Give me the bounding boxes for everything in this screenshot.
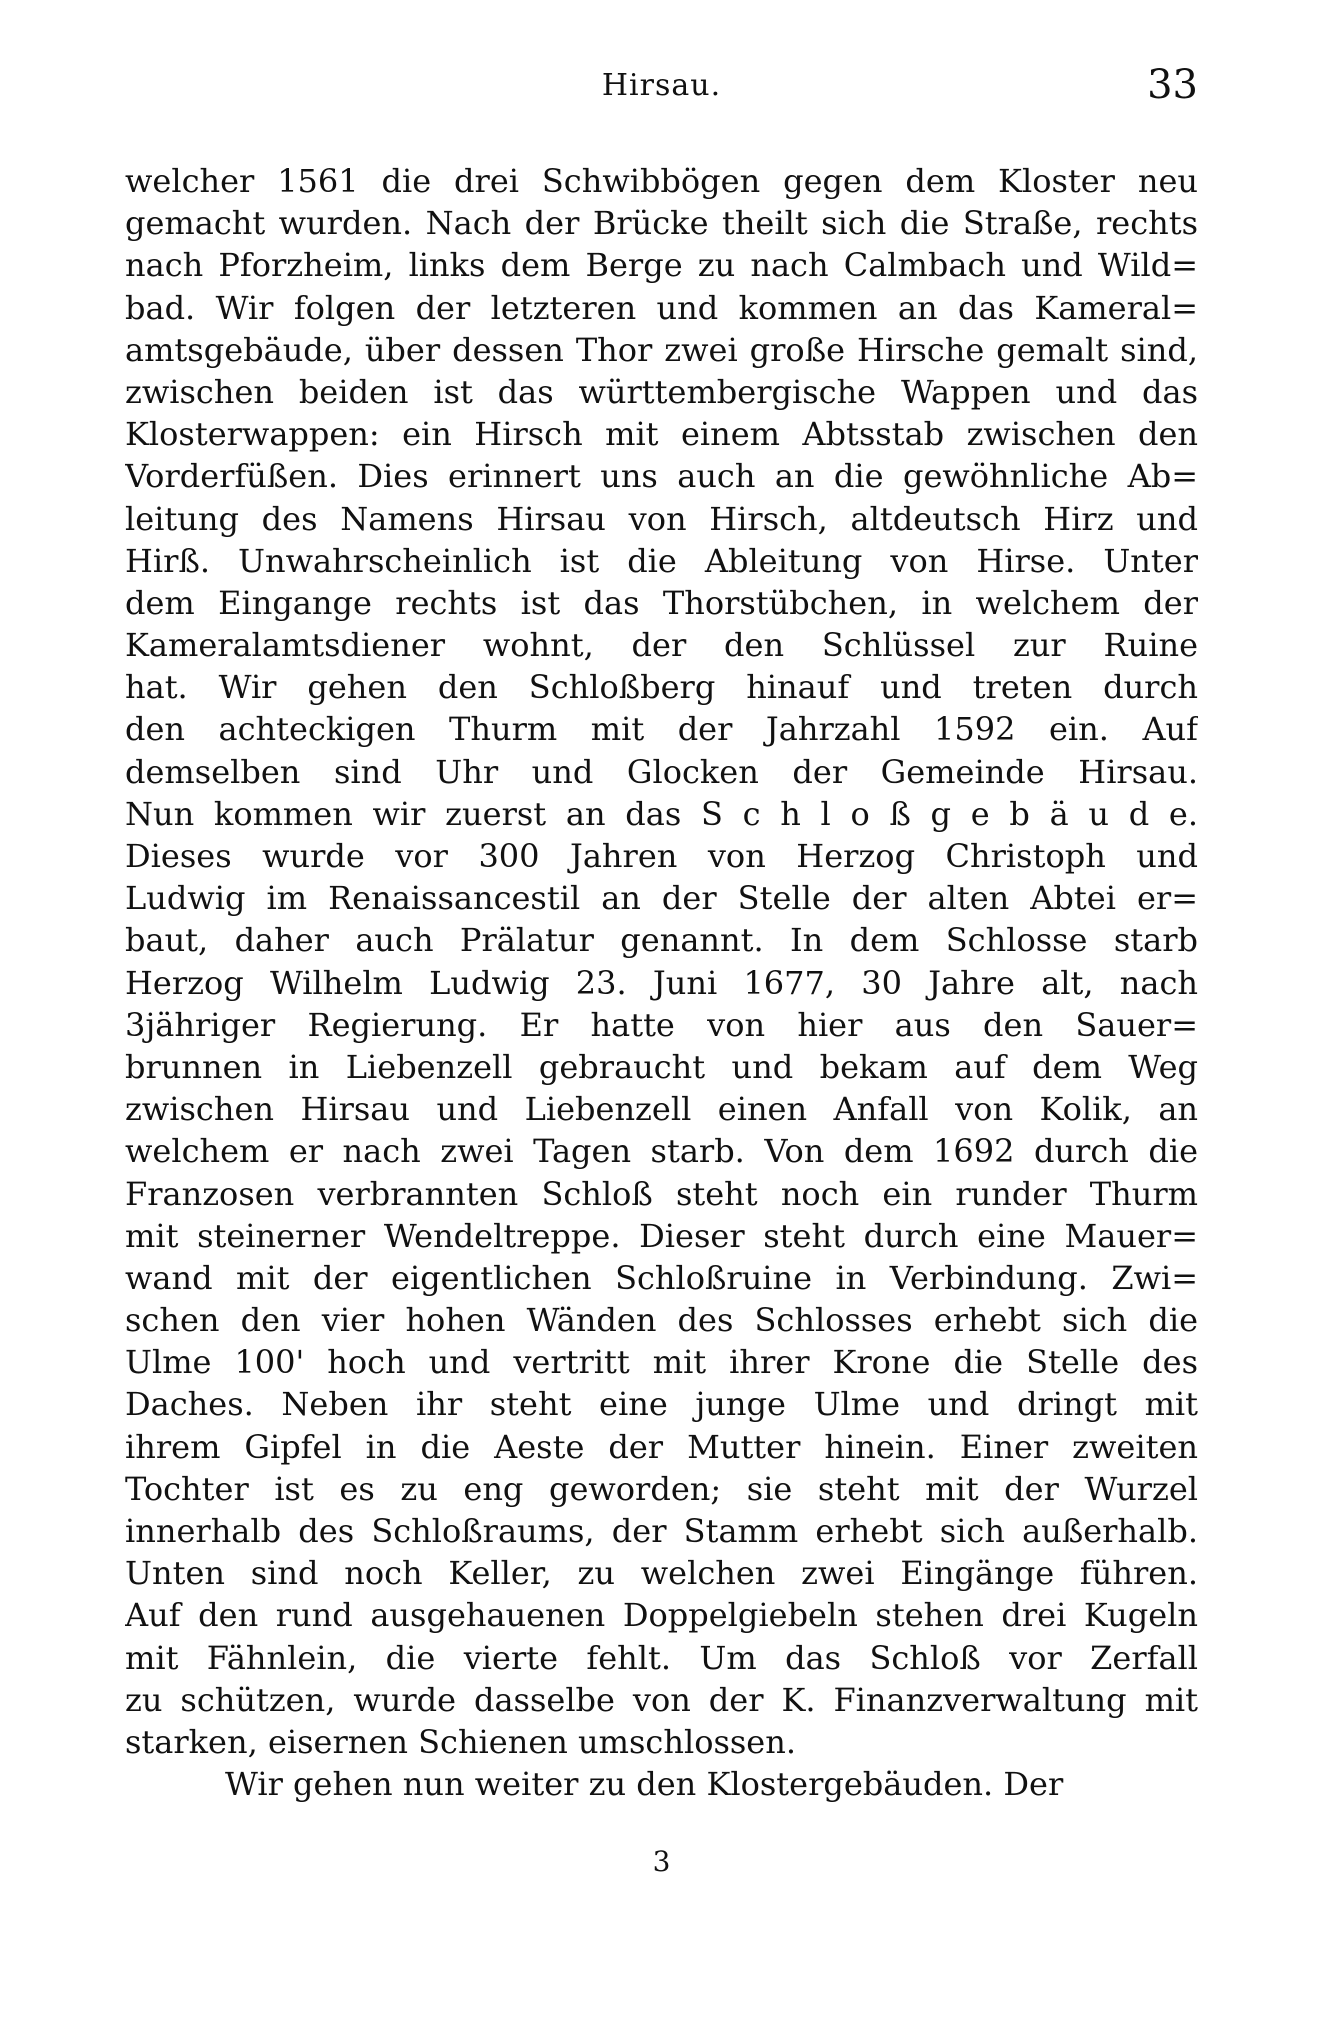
- text-line: Ludwig im Renaissancestil an der Stelle der alten Abtei er=: [125, 879, 1198, 918]
- text-line: Hirß. Unwahrscheinlich ist die Ableitung von Hirse. Unter: [125, 541, 1198, 580]
- text-line: Tochter ist es zu eng geworden; sie steht mit der Wurzel: [125, 1469, 1198, 1508]
- page-header: [125, 62, 1198, 122]
- text-line: zwischen Hirsau und Liebenzell einen Anfall von Kolik, an: [125, 1090, 1198, 1129]
- text-line: Dieses wurde vor 300 Jahren von Herzog Christoph und: [125, 837, 1198, 875]
- text-line: Daches. Neben ihr steht eine junge Ulme und dringt mit: [125, 1385, 1198, 1424]
- text-line: gemacht wurden. Nach der Brücke theilt sich die Straße, rechts: [125, 204, 1198, 243]
- text-line: nach Pforzheim, links dem Berge zu nach Calmbach und Wild=: [125, 246, 1198, 285]
- text-line: den achteckigen Thurm mit der Jahrzahl 1592 ein. Auf: [125, 710, 1198, 749]
- text-line: Ulme 100' hoch und vertritt mit ihrer Krone die Stelle des: [125, 1343, 1198, 1382]
- text-line: hat. Wir gehen den Schloßberg hinauf und treten durch: [125, 668, 1198, 707]
- text-line: demselben sind Uhr und Glocken der Gemeinde Hirsau.: [125, 752, 1198, 791]
- text-line: welchem er nach zwei Tagen starb. Von dem 1692 durch die: [125, 1132, 1198, 1171]
- text-line: dem Eingange rechts ist das Thorstübchen, in welchem der: [125, 583, 1198, 622]
- text-line: mit Fähnlein, die vierte fehlt. Um das Schloß vor Zerfall: [125, 1638, 1198, 1677]
- text-line: schen den vier hohen Wänden des Schlosses erhebt sich die: [125, 1301, 1198, 1340]
- text-line: Nun kommen wir zuerst an das S c h l o ß g e b ä u d e.: [125, 794, 1198, 833]
- text-line: Unten sind noch Keller, zu welchen zwei Eingänge führen.: [125, 1554, 1198, 1593]
- text-line: bad. Wir folgen der letzteren und kommen an das Kameral=: [125, 288, 1198, 327]
- text-line: Kameralamtsdiener wohnt, der den Schlüssel zur Ruine: [125, 626, 1198, 665]
- text-line: zwischen beiden ist das württembergische Wappen und das: [125, 372, 1198, 411]
- text-line: baut, daher auch Prälatur genannt. In dem Schlosse starb: [125, 921, 1198, 960]
- text-line: Herzog Wilhelm Ludwig 23. Juni 1677, 30 Jahre alt, nach: [125, 963, 1198, 1002]
- text-line: mit steinerner Wendeltreppe. Dieser steht durch eine Mauer=: [125, 1216, 1198, 1255]
- text-line: leitung des Namens Hirsau von Hirsch, altdeutsch Hirz und: [125, 499, 1198, 538]
- text-line: welcher 1561 die drei Schwibbögen gegen dem Kloster neu: [125, 162, 1198, 200]
- text-line: Vorderfüßen. Dies erinnert uns auch an die gewöhnliche Ab=: [125, 457, 1198, 496]
- page-number: 33: [1147, 62, 1198, 108]
- text-line: Auf den rund ausgehauenen Doppelgiebeln stehen drei Kugeln: [125, 1596, 1198, 1635]
- text-line: zu schützen, wurde dasselbe von der K. Finanzverwaltung mit: [125, 1680, 1198, 1719]
- signature-mark: 3: [652, 1845, 671, 1878]
- text-line: 3jähriger Regierung. Er hatte von hier aus den Sauer=: [125, 1005, 1198, 1044]
- text-line: wand mit der eigentlichen Schloßruine in Verbindung. Zwi=: [125, 1258, 1198, 1297]
- text-line-paragraph-end: starken, eisernen Schienen umschlossen.: [125, 1722, 797, 1761]
- text-line: brunnen in Liebenzell gebraucht und bekam auf dem Weg: [125, 1047, 1198, 1086]
- text-line: amtsgebäude, über dessen Thor zwei große Hirsche gemalt sind,: [125, 330, 1198, 369]
- text-line: ihrem Gipfel in die Aeste der Mutter hinein. Einer zweiten: [125, 1427, 1198, 1466]
- text-line: innerhalb des Schloßraums, der Stamm erhebt sich außerhalb.: [125, 1512, 1198, 1550]
- text-line: Franzosen verbrannten Schloß steht noch ein runder Thurm: [125, 1174, 1198, 1213]
- text-line: Klosterwappen: ein Hirsch mit einem Abtsstab zwischen den: [125, 415, 1198, 454]
- text-line-paragraph-start: Wir gehen nun weiter zu den Klostergebäuden. Der: [225, 1765, 1064, 1804]
- running-title: Hirsau.: [601, 68, 722, 103]
- body-text: [125, 160, 1198, 1805]
